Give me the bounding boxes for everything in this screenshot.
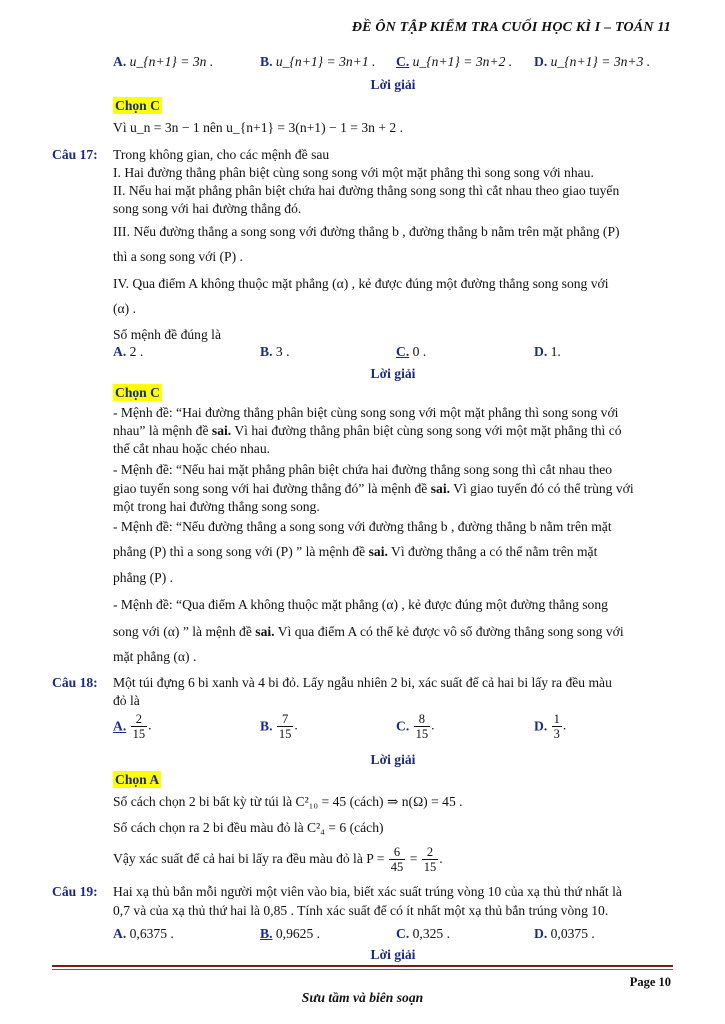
q17-option-a[interactable]: A. 2 . — [113, 344, 144, 359]
q18-solution-line-3: Vậy xác suất để cả hai bi lấy ra đều màu đỏ là P = $\frac{6}{45}$ = $\frac{2}{15}$ . — [113, 845, 443, 875]
q16-option-d[interactable]: D. u_{n+1} = 3n+3 . — [534, 54, 651, 69]
q17-option-c[interactable]: C. 0 . — [396, 344, 427, 359]
q18-solution-line-1: Số cách chọn 2 bi bất kỳ từ túi là C²₁₀ = 45 (cách) ⇒ n(Ω) = 45 . — [113, 794, 463, 809]
q17-statement-2a: II. Nếu hai mặt phẳng phân biệt chứa hai đường thẳng song song thì cắt nhau theo giao tuyến — [113, 183, 620, 198]
q19-text-b: 0,7 và của xạ thủ thứ hai là 0,85 . Tính xác suất để có ít nhất một xạ thủ bắn trúng vòng 10. — [113, 903, 609, 918]
q17-explain-3c: phẳng (P) . — [113, 570, 174, 585]
q17-explain-3b: phẳng (P) thì a song song với (P) ” là mệnh đề sai. Vì đường thẳng a có thể nằm trên mặt — [113, 544, 598, 559]
q19-text-a: Hai xạ thủ bắn mỗi người một viên vào bia, biết xác suất trúng vòng 10 của xạ thủ thứ nhất là — [113, 884, 622, 899]
q17-statement-3a: III. Nếu đường thẳng a song song với đường thẳng b , đường thẳng b nằm trên mặt phẳng (P) — [113, 224, 620, 239]
q17-statement-1: I. Hai đường thẳng phân biệt cùng song song với một mặt phẳng thì song song với nhau. — [113, 165, 594, 180]
q17-label: Câu 17: — [52, 147, 98, 162]
q16-option-c[interactable]: C. u_{n+1} = 3n+2 . — [396, 54, 513, 69]
q17-explain-4a: - Mệnh đề: “Qua điểm A không thuộc mặt phẳng (α) , kẻ được đúng một đường thẳng song — [113, 597, 608, 612]
q19-options — [113, 926, 673, 946]
q17-statement-4a: IV. Qua điểm A không thuộc mặt phẳng (α) , kẻ được đúng một đường thẳng song song với — [113, 276, 609, 291]
q18-answer: Chọn A — [115, 772, 160, 787]
q19-option-c[interactable]: C. 0,325 . — [396, 926, 451, 941]
page-number: Page 10 — [629, 975, 671, 989]
q16-option-b[interactable]: B. u_{n+1} = 3n+1 . — [260, 54, 376, 69]
q17-option-d[interactable]: D. 1. — [534, 344, 561, 359]
q18-text-a: Một túi đựng 6 bi xanh và 4 bi đỏ. Lấy ngẫu nhiên 2 bi, xác suất để cả hai bi lấy ra đều màu — [113, 675, 612, 690]
page-header-title: ĐỀ ÔN TẬP KIỂM TRA CUỐI HỌC KÌ I – TOÁN 11 — [351, 20, 671, 35]
q17-explain-1b: nhau” là mệnh đề sai. Vì hai đường thẳng phân biệt cùng song song với một mặt phẳng thì có — [113, 423, 622, 438]
q18-solution-line-2: Số cách chọn ra 2 bi đều màu đỏ là C²₄ = 6 (cách) — [113, 820, 384, 835]
q18-option-a[interactable]: A. $\frac{2}{15}$ . — [113, 712, 152, 741]
q19-option-d[interactable]: D. 0,0375 . — [534, 926, 595, 941]
q18-option-b[interactable]: B. $\frac{7}{15}$ . — [260, 712, 298, 741]
q18-label: Câu 18: — [52, 675, 98, 690]
q17-statement-2b: song song với hai đường thẳng đó. — [113, 201, 302, 216]
q17-explain-2a: - Mệnh đề: “Nếu hai mặt phẳng phân biệt chứa hai đường thẳng song song thì cắt nhau theo — [113, 462, 613, 477]
q17-option-b[interactable]: B. 3 . — [260, 344, 290, 359]
q17-explain-4b: song với (α) ” là mệnh đề sai. Vì qua điểm A có thể kẻ được vô số đường thẳng song song với — [113, 624, 624, 639]
q18-option-d[interactable]: D. $\frac{1}{3}$ . — [534, 712, 567, 741]
q19-option-b[interactable]: B. 0,9625 . — [260, 926, 321, 941]
q17-explain-4c: mặt phẳng (α) . — [113, 649, 197, 664]
q19-solution-heading: Lời giải — [370, 947, 416, 962]
q16-solution-heading: Lời giải — [370, 77, 416, 92]
q16-answer: Chọn C — [115, 98, 160, 113]
q19-label: Câu 19: — [52, 884, 98, 899]
q16-options — [113, 54, 673, 74]
q17-intro: Trong không gian, cho các mệnh đề sau — [113, 147, 330, 162]
q16-option-a[interactable]: A. u_{n+1} = 3n . — [113, 54, 214, 69]
q17-solution-heading: Lời giải — [370, 366, 416, 381]
q18-text-b: đỏ là — [113, 693, 140, 708]
footer-divider — [52, 965, 673, 967]
q17-answer: Chọn C — [115, 385, 160, 400]
q17-explain-1c: thể cắt nhau hoặc chéo nhau. — [113, 441, 271, 456]
q18-option-c[interactable]: C. $\frac{8}{15}$ . — [396, 712, 435, 741]
q17-options — [113, 344, 673, 364]
q18-solution-heading: Lời giải — [370, 752, 416, 767]
q17-explain-1a: - Mệnh đề: “Hai đường thẳng phân biệt cùng song song với một mặt phẳng thì song song với — [113, 405, 619, 420]
footer-divider-thin — [52, 969, 673, 970]
q17-explain-2b: giao tuyến song song với hai đường thẳng đó” là mệnh đề sai. Vì giao tuyến đó có thể trùng với — [113, 481, 634, 496]
q17-question: Số mệnh đề đúng là — [113, 327, 221, 342]
footer-credit: Sưu tầm và biên soạn — [301, 990, 424, 1005]
q17-statement-4b: (α) . — [113, 301, 136, 316]
q19-option-a[interactable]: A. 0,6375 . — [113, 926, 174, 941]
q17-explain-3a: - Mệnh đề: “Nếu đường thẳng a song song với đường thẳng b , đường thẳng b nằm trên mặt — [113, 519, 612, 534]
q17-explain-2c: một trong hai đường thẳng song song. — [113, 499, 320, 514]
q16-solution-text: Vì u_n = 3n − 1 nên u_{n+1} = 3(n+1) − 1 = 3n + 2 . — [113, 120, 403, 135]
q17-statement-3b: thì a song song với (P) . — [113, 249, 243, 264]
q18-options — [113, 712, 673, 748]
